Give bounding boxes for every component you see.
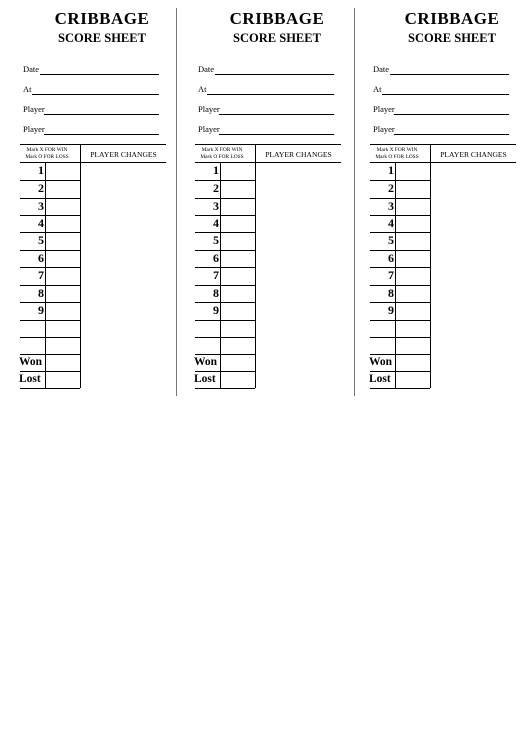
mark-cell[interactable] [221,338,255,354]
game-number: 8 [213,286,219,300]
form-field-player [23,121,159,135]
mark-cell[interactable] [46,181,80,198]
game-number: 5 [38,233,44,247]
lost-label: Lost [19,373,41,385]
score-grid [20,144,166,389]
mark-cell[interactable] [396,268,430,285]
field-write-line[interactable] [215,74,334,75]
sheet-title: CRIBBAGE [229,9,325,28]
game-number: 1 [38,163,44,177]
form-field-date [373,61,509,75]
mark-instructions [372,147,422,160]
mark-cell[interactable] [396,216,430,232]
mark-cell[interactable] [221,163,255,180]
grid-rule [195,144,341,145]
field-write-line[interactable] [219,114,334,115]
field-write-line[interactable] [390,74,509,75]
field-write-line[interactable] [44,134,159,135]
player-changes-header: PLAYER CHANGES [440,150,507,159]
sheet-title: CRIBBAGE [404,9,500,28]
field-write-line[interactable] [394,134,509,135]
game-number: 9 [213,303,219,317]
mark-cell[interactable] [46,286,80,302]
game-number: 8 [388,286,394,300]
won-label: Won [19,356,43,368]
game-number: 7 [388,268,394,282]
score-grid [370,144,516,389]
score-sheet [194,0,360,400]
lost-label: Lost [194,373,216,385]
game-number: 6 [38,251,44,265]
mark-cell[interactable] [221,303,255,320]
game-number: 3 [38,199,44,213]
mark-loss-label: Mark O FOR LOSS [200,153,244,160]
game-number: 5 [213,233,219,247]
sheet-subtitle: SCORE SHEET [233,31,321,45]
mark-cell[interactable] [396,321,430,337]
game-number: 4 [388,216,394,230]
field-label: Player [373,104,395,114]
mark-win-label: Mark X FOR WIN [376,147,418,153]
player-changes-header: PLAYER CHANGES [90,150,157,159]
player-changes-area[interactable] [81,163,166,388]
mark-cell[interactable] [46,216,80,232]
game-number: 7 [213,268,219,282]
game-number: 1 [213,163,219,177]
form-field-at [198,81,334,95]
form-field-player [23,101,159,115]
mark-cell[interactable] [46,233,80,250]
field-write-line[interactable] [44,114,159,115]
mark-cell[interactable] [221,251,255,267]
won-label: Won [194,356,218,368]
game-number: 2 [38,181,44,195]
mark-cell[interactable] [396,286,430,302]
mark-cell[interactable] [46,268,80,285]
form-field-date [23,61,159,75]
mark-cell[interactable] [221,286,255,302]
mark-cell[interactable] [221,321,255,337]
game-number: 3 [213,199,219,213]
game-number: 1 [388,163,394,177]
game-number: 4 [38,216,44,230]
score-sheet [19,0,185,400]
form-field-player [198,121,334,135]
field-write-line[interactable] [207,94,334,95]
field-write-line[interactable] [219,134,334,135]
mark-loss-label: Mark O FOR LOSS [25,153,69,160]
field-write-line[interactable] [394,114,509,115]
player-changes-header: PLAYER CHANGES [265,150,332,159]
field-write-line[interactable] [40,74,159,75]
mark-win-label: Mark X FOR WIN [201,147,243,153]
game-number: 9 [38,303,44,317]
mark-cell[interactable] [396,181,430,198]
game-number: 5 [388,233,394,247]
mark-instructions [22,147,72,160]
grid-rule [370,144,516,145]
mark-cell[interactable] [46,321,80,337]
field-label: Date [198,64,215,74]
player-changes-area[interactable] [431,163,516,388]
field-write-line[interactable] [32,94,159,95]
game-number: 3 [388,199,394,213]
grid-rule [195,388,255,389]
mark-cell[interactable] [396,251,430,267]
field-write-line[interactable] [382,94,509,95]
game-number: 2 [213,181,219,195]
mark-cell[interactable] [46,199,80,215]
score-grid [195,144,341,389]
mark-cell[interactable] [221,216,255,232]
mark-cell[interactable] [396,163,430,180]
won-label: Won [369,356,393,368]
field-label: Player [23,104,45,114]
sheet-subtitle: SCORE SHEET [58,31,146,45]
form-field-at [373,81,509,95]
mark-instructions [197,147,247,160]
game-number: 8 [38,286,44,300]
game-number: 2 [388,181,394,195]
mark-cell[interactable] [46,338,80,354]
form-field-date [198,61,334,75]
field-label: Date [23,64,40,74]
mark-cell[interactable] [46,163,80,180]
sheet-title: CRIBBAGE [54,9,150,28]
mark-cell[interactable] [221,199,255,215]
form-field-player [373,101,509,115]
game-number: 6 [213,251,219,265]
game-number: 6 [388,251,394,265]
score-sheet [369,0,530,400]
field-label: Player [198,104,220,114]
grid-rule [20,144,166,145]
mark-cell[interactable] [221,181,255,198]
mark-cell[interactable] [221,268,255,285]
mark-cell[interactable] [46,251,80,267]
field-label: Player [373,124,395,134]
player-changes-area[interactable] [256,163,341,388]
field-label: Date [373,64,390,74]
field-label: At [23,84,32,94]
form-field-player [373,121,509,135]
mark-cell[interactable] [396,233,430,250]
game-number: 9 [388,303,394,317]
form-field-at [23,81,159,95]
mark-cell[interactable] [396,338,430,354]
mark-cell[interactable] [221,233,255,250]
field-label: Player [23,124,45,134]
lost-label: Lost [369,373,391,385]
mark-cell[interactable] [396,199,430,215]
field-label: At [373,84,382,94]
field-label: Player [198,124,220,134]
game-number: 4 [213,216,219,230]
game-number: 7 [38,268,44,282]
grid-rule [20,388,80,389]
grid-rule [370,388,430,389]
sheet-subtitle: SCORE SHEET [408,31,496,45]
mark-cell[interactable] [396,303,430,320]
mark-loss-label: Mark O FOR LOSS [375,153,419,160]
form-field-player [198,101,334,115]
field-label: At [198,84,207,94]
mark-win-label: Mark X FOR WIN [26,147,68,153]
mark-cell[interactable] [46,303,80,320]
